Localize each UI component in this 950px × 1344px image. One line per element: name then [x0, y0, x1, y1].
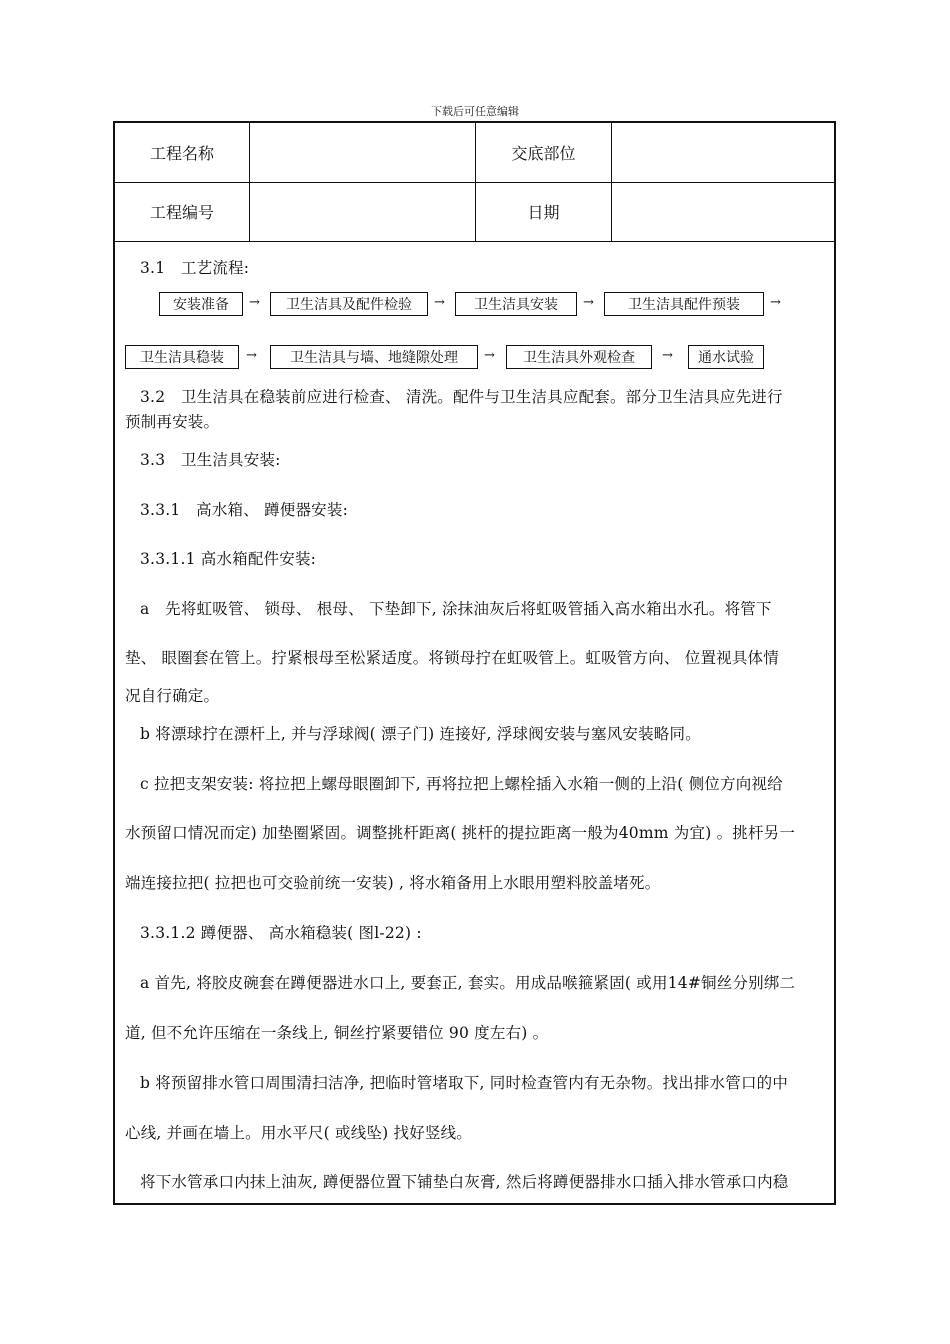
flow-step: 卫生洁具及配件检验 — [270, 292, 428, 316]
handover-part-label: 交底部位 — [476, 123, 612, 182]
paragraph-c1-cont: 端连接拉把( 拉把也可交验前统一安装) , 将水箱备用上水眼用塑料胶盖堵死。 — [125, 874, 661, 892]
header-row-2 — [115, 182, 834, 242]
paragraph-c1-cont: 水预留口情况而定) 加垫圈紧固。调整挑杆距离( 挑杆的提拉距离一般为40mm 为宜) 。挑杆另一 — [125, 824, 796, 842]
flow-step: 卫生洁具与墙、地缝隙处理 — [270, 345, 478, 369]
handover-part-value[interactable] — [612, 123, 834, 182]
flow-step: 安装准备 — [159, 292, 243, 316]
heading-3-3: 3.3 卫生洁具安装: — [140, 451, 281, 469]
flow-step: 卫生洁具外观检查 — [506, 345, 652, 369]
heading-3-3-1-1: 3.3.1.1 高水箱配件安装: — [140, 550, 317, 568]
project-name-value[interactable] — [250, 123, 476, 182]
date-label: 日期 — [476, 182, 612, 241]
paragraph-a1: a 先将虹吸管、 锁母、 根母、 下垫卸下, 涂抹油灰后将虹吸管插入高水箱出水孔。将管下 — [140, 600, 772, 618]
flow-step: 卫生洁具安装 — [455, 292, 577, 316]
flow-arrow: → — [770, 295, 781, 310]
flow-heading: 3.1 工艺流程: — [140, 259, 250, 277]
paragraph-a2: a 首先, 将胶皮碗套在蹲便器进水口上, 要套正, 套实。用成品喉箍紧固( 或用14#铜丝分别绑二 — [140, 974, 796, 992]
flow-step: 卫生洁具配件预装 — [604, 292, 764, 316]
paragraph-a1-cont: 况自行确定。 — [125, 687, 220, 705]
paragraph-a1-cont: 垫、 眼圈套在管上。拧紧根母至松紧适度。将锁母拧在虹吸管上。虹吸管方向、 位置视具体情 — [125, 649, 779, 667]
flow-arrow: → — [249, 295, 260, 310]
flow-arrow: → — [434, 295, 445, 310]
paragraph-c1: c 拉把支架安装: 将拉把上螺母眼圈卸下, 再将拉把上螺栓插入水箱一侧的上沿( 侧位方向视给 — [140, 775, 783, 793]
paragraph-b2-cont: 心线, 并画在墙上。用水平尺( 或线坠) 找好竖线。 — [125, 1124, 473, 1142]
date-value[interactable] — [612, 182, 834, 241]
heading-3-3-1: 3.3.1 高水箱、 蹲便器安装: — [140, 501, 348, 519]
project-no-value[interactable] — [250, 182, 476, 241]
heading-3-3-1-2: 3.3.1.2 蹲便器、 高水箱稳装( 图l-22) : — [140, 924, 422, 942]
project-no-label: 工程编号 — [115, 182, 250, 241]
document-frame — [113, 121, 836, 1205]
paragraph-a2-cont: 道, 但不允许压缩在一条线上, 铜丝拧紧要错位 90 度左右) 。 — [125, 1024, 549, 1042]
header-row-1 — [115, 123, 834, 183]
header-note: 下载后可任意编辑 — [431, 105, 519, 118]
flow-arrow: → — [662, 348, 673, 363]
paragraph-last: 将下水管承口内抹上油灰, 蹲便器位置下铺垫白灰膏, 然后将蹲便器排水口插入排水管承口内稳 — [140, 1173, 789, 1191]
paragraph-b2: b 将预留排水管口周围清扫洁净, 把临时管堵取下, 同时检查管内有无杂物。找出排水管口的中 — [140, 1074, 789, 1092]
flow-step: 卫生洁具稳装 — [125, 345, 239, 369]
project-name-label: 工程名称 — [115, 123, 250, 182]
paragraph-3-2-cont: 预制再安装。 — [125, 413, 220, 431]
flow-arrow: → — [246, 348, 257, 363]
paragraph-b1: b 将漂球拧在漂杆上, 并与浮球阀( 漂子门) 连接好, 浮球阀安装与塞风安装略同。 — [140, 725, 701, 743]
flow-step: 通水试验 — [688, 345, 764, 369]
flow-arrow: → — [484, 348, 495, 363]
flow-arrow: → — [583, 295, 594, 310]
paragraph-3-2: 3.2 卫生洁具在稳装前应进行检查、 清洗。配件与卫生洁具应配套。部分卫生洁具应先进行 — [140, 388, 783, 406]
